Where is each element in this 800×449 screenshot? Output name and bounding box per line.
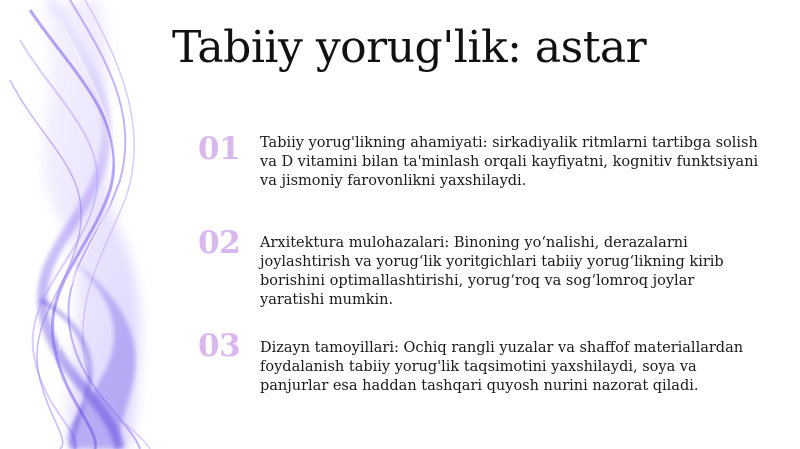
- item-text-03: Dizayn tamoyillari: Ochiq rangli yuzalar va shaffof materiallardan foydalanish tabiiy yorug'lik taqsimotini yaxshilaydi, soya va panjurlar esa haddan tashqari quyosh nurini nazorat qiladi.: [260, 340, 744, 394]
- item-text-02: Arxitektura mulohazalari: Binoning yo‘nalishi, derazalarni joylashtirish va yorug‘lik yoritgichlari tabiiy yorug‘likning kirib borishini optimallashtirishi, yorug‘roq va sog‘lomroq joylar yaratishi mumkin.: [260, 235, 724, 308]
- item-number-02: 02: [198, 225, 241, 261]
- item-number-01: 01: [198, 131, 241, 167]
- item-number-03: 03: [198, 328, 241, 364]
- slide-title: Tabiiy yorug'lik: astar: [172, 22, 647, 73]
- item-text-01: Tabiiy yorug'likning ahamiyati: sirkadiyalik ritmlarni tartibga solish va D vitamini bilan ta'minlash orqali kayfiyatni, kognitiv funktsiyani va jismoniy farovonlikni yaxshilaydi.: [260, 135, 759, 189]
